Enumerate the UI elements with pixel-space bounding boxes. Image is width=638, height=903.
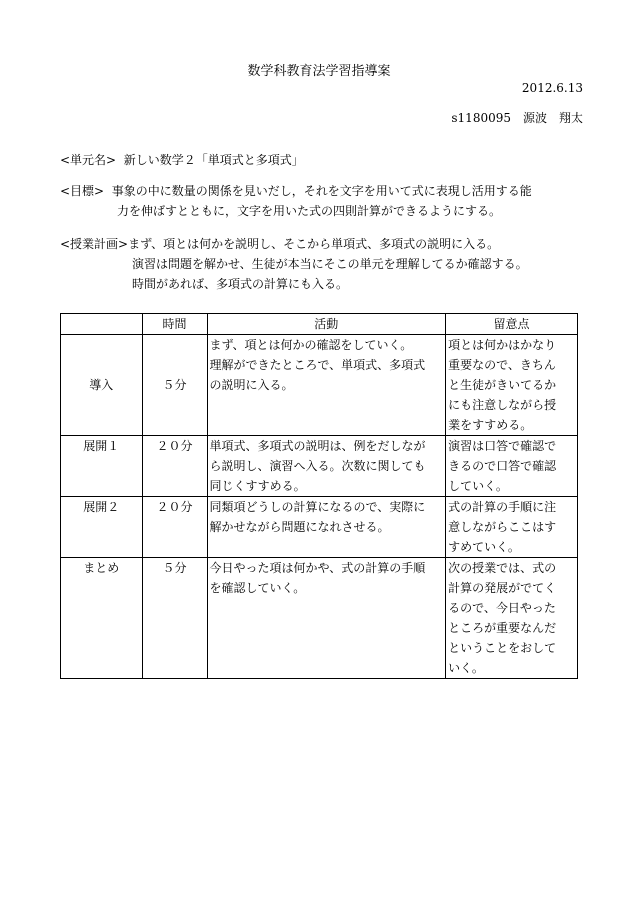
plan-section [60, 234, 590, 294]
document-date: 2012.6.13 [521, 81, 583, 95]
row-stage: 展開１ [61, 436, 143, 497]
row-time: ５分 [142, 335, 207, 436]
row-note: 項とは何かはかなり 重要なので、きちん と生徒がきいてるか にも注意しながら授 業をすすめる。 [446, 335, 578, 436]
header-time: 時間 [142, 314, 207, 335]
header-stage [61, 314, 143, 335]
row-activity: まず、項とは何かの確認をしていく。 理解ができたところで、単項式、多項式 の説明に入る。 [207, 335, 446, 436]
table-row [61, 558, 578, 679]
goal-section [60, 181, 590, 221]
row-stage: 展開２ [61, 497, 143, 558]
row-activity: 単項式、多項式の説明は、例をだしなが ら説明し、演習へ入る。次数に関しても 同じくすすめる。 [207, 436, 446, 497]
plan-line-3: 時間があれば、多項式の計算にも入る。 [132, 277, 349, 291]
row-activity: 同類項どうしの計算になるので、実際に 解かせながら問題になれさせる。 [207, 497, 446, 558]
row-activity: 今日やった項は何かや、式の計算の手順 を確認していく。 [207, 558, 446, 679]
plan-line-2: 演習は問題を解かせ、生徒が本当にそこの単元を理解してるか確認する。 [132, 257, 528, 271]
unit-label: <単元名> [60, 153, 117, 167]
goal-label: <目標> [60, 184, 105, 198]
row-time: ２０分 [142, 436, 207, 497]
row-stage: 導入 [61, 335, 143, 436]
document-author: s1180095 源波 翔太 [451, 111, 583, 125]
table-row [61, 335, 578, 436]
row-note: 式の計算の手順に注 意しながらここはす すめていく。 [446, 497, 578, 558]
document-title: 数学科教育法学習指導案 [247, 64, 391, 79]
plan-label: <授業計画> [60, 237, 129, 251]
table-row [61, 497, 578, 558]
goal-line-2: 力を伸ばすとともに，文字を用いた式の四則計算ができるようにする。 [117, 204, 502, 218]
row-note: 次の授業では、式の 計算の発展がでてく るので、今日やった ところが重要なんだ ということをおして いく。 [446, 558, 578, 679]
row-note: 演習は口答で確認で きるので口答で確認 していく。 [446, 436, 578, 497]
row-stage: まとめ [61, 558, 143, 679]
lesson-table [60, 313, 578, 679]
unit-text: 新しい数学２「単項式と多項式」 [123, 153, 304, 167]
table-row [61, 436, 578, 497]
plan-line-1: まず、項とは何かを説明し、そこから単項式、多項式の説明に入る。 [128, 237, 500, 251]
header-note: 留意点 [446, 314, 578, 335]
row-time: ２０分 [142, 497, 207, 558]
row-time: ５分 [142, 558, 207, 679]
header-activity: 活動 [207, 314, 446, 335]
table-header-row [61, 314, 578, 335]
goal-line-1: 事象の中に数量の関係を見いだし，それを文字を用いて式に表現し活用する能 [111, 184, 532, 198]
unit-section [60, 150, 590, 170]
